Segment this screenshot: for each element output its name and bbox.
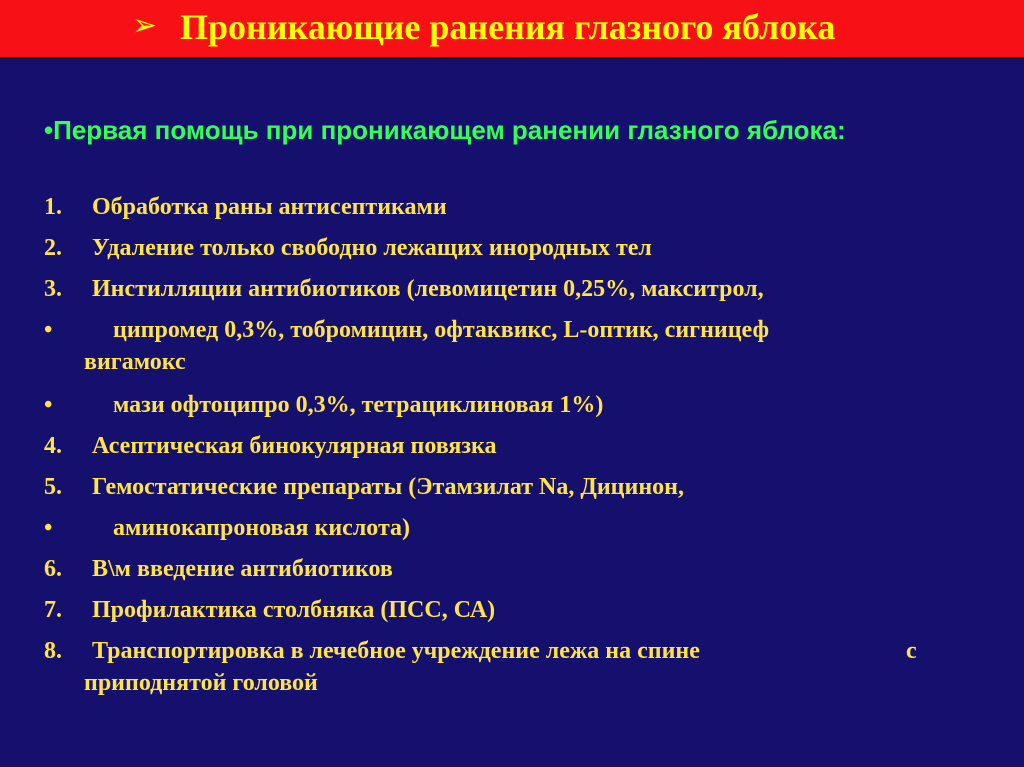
list-item-text: Обработка раны антисептиками xyxy=(92,194,447,220)
list-item-text: Инстилляции антибиотиков (левомицетин 0,25%, макситрол, xyxy=(92,276,764,302)
list-item-number: 3. xyxy=(44,276,62,302)
list-item-number: 7. xyxy=(44,597,62,623)
list-item-text: Транспортировка в лечебное учреждение лежа на спине xyxy=(92,638,700,664)
list-item-text: аминокапроновая кислота) xyxy=(113,515,411,541)
list-item-number: 2. xyxy=(44,235,62,261)
list-item-bullet: • xyxy=(44,317,53,343)
list-item-text: Гемостатические препараты (Этамзилат Na, Дицинон, xyxy=(92,474,684,500)
slide-subtitle: •Первая помощь при проникающем ранении глазного яблока: xyxy=(44,115,846,145)
list-item-text: Удаление только свободно лежащих инородных тел xyxy=(92,235,652,261)
list-item-continuation: приподнятой головой xyxy=(84,670,318,696)
list-item-text: Асептическая бинокулярная повязка xyxy=(92,433,497,459)
list-item-text: ципромед 0,3%, тобромицин, офтаквикс, L-оптик, сигницеф xyxy=(113,317,770,343)
arrow-bullet-icon: ➢ xyxy=(132,8,158,43)
list-item-text: Профилактика столбняка (ПСС, СА) xyxy=(92,597,496,623)
slide-title: Проникающие ранения глазного яблока xyxy=(180,7,836,47)
title-bar xyxy=(0,0,1024,59)
list-item-text: В\м введение антибиотиков xyxy=(92,556,393,582)
list-item-number: 4. xyxy=(44,433,62,459)
list-item-text: мази офтоципро 0,3%, тетрациклиновая 1%) xyxy=(113,392,604,418)
list-item-bullet: • xyxy=(44,392,53,418)
list-item-number: 5. xyxy=(44,474,62,500)
list-item-number: 8. xyxy=(44,638,62,664)
list-item-number: 1. xyxy=(44,194,62,220)
list-item-bullet: • xyxy=(44,515,53,541)
list-item-continuation: вигамокс xyxy=(84,349,186,375)
list-item-tail: с xyxy=(906,638,917,664)
list-item-number: 6. xyxy=(44,556,62,582)
